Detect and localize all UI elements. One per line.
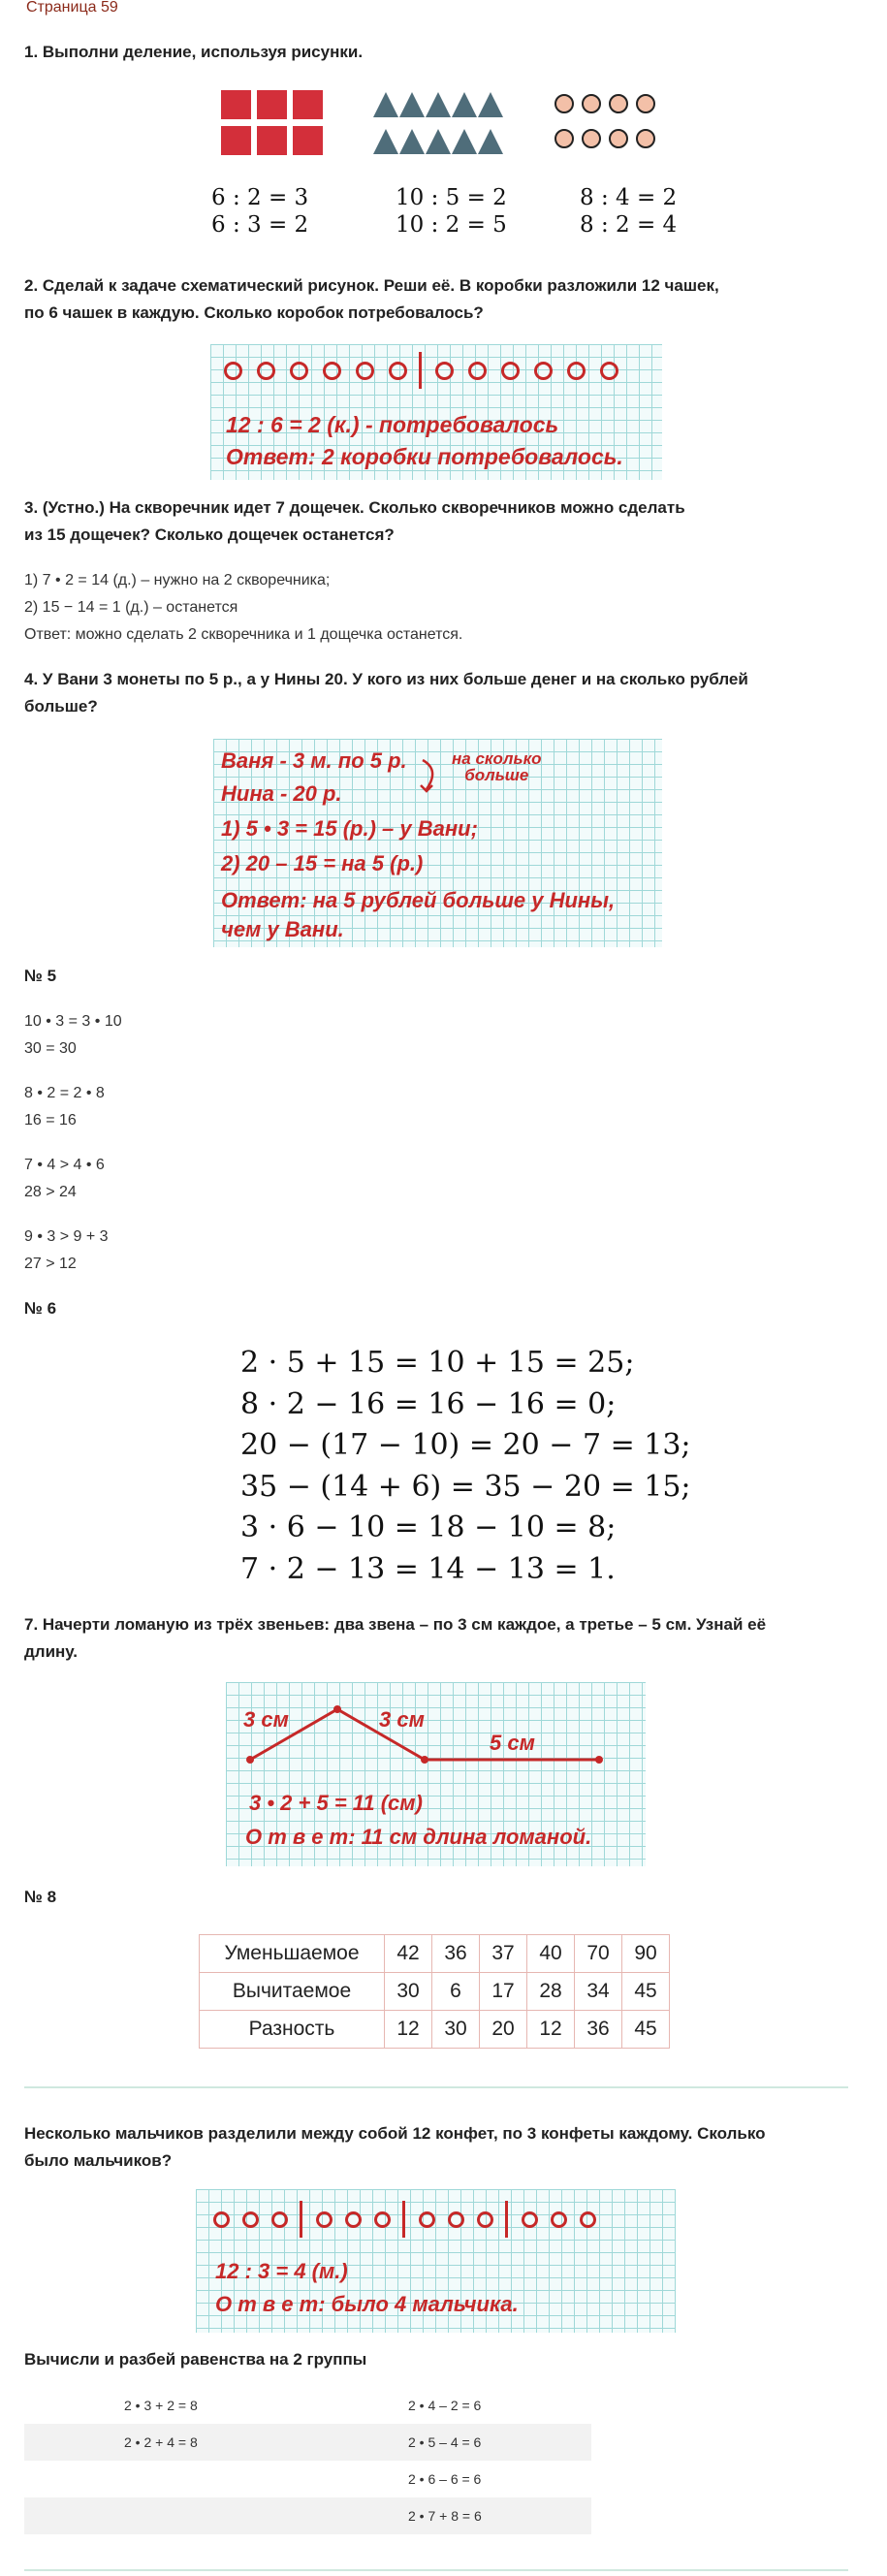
task5-item3-result: 28 > 24 (24, 1184, 77, 1200)
task4-step1: 1) 5 • 3 = 15 (р.) – у Вани; (221, 816, 478, 841)
task6-line: 8 · 2 − 16 = 16 − 16 = 0; (240, 1386, 617, 1421)
task3-line1: 1) 7 • 2 = 14 (д.) – нужно на 2 скворечника; (24, 572, 331, 588)
task5-item1-result: 30 = 30 (24, 1040, 77, 1057)
task5-item1-expr: 10 • 3 = 3 • 10 (24, 1013, 122, 1030)
task3-line2: 2) 15 − 14 = 1 (д.) – останется (24, 599, 238, 616)
task2-solution: 12 : 6 = 2 (к.) - потребовалось (226, 412, 559, 437)
divider (24, 2569, 848, 2571)
page-title: Страница 59 (26, 0, 118, 16)
table-cell: 30 (432, 2011, 480, 2049)
table-cell: 45 (622, 2011, 670, 2049)
eq-squares: 6 : 2 = 3 6 : 3 = 2 (211, 185, 309, 238)
task2-answer: Ответ: 2 коробки потребовалось. (226, 444, 623, 469)
task5-item2-expr: 8 • 2 = 2 • 8 (24, 1085, 105, 1101)
task3-text: 3. (Устно.) На скворечник идет 7 дощечек. Сколько скворечников можно сделать из 15 дощечек? Сколько дощечек останется? (24, 498, 685, 544)
table-cell: 70 (575, 1935, 622, 1973)
candies-scheme (213, 2201, 596, 2238)
task6-line: 3 · 6 − 10 = 18 − 10 = 8; (240, 1511, 617, 1544)
list-item (24, 2387, 591, 2424)
task7-answer: О т в е т: 11 см длина ломаной. (245, 1825, 592, 1849)
task6-line: 35 − (14 + 6) = 35 − 20 = 15; (240, 1469, 691, 1504)
eq-circles: 8 : 4 = 2 8 : 2 = 4 (580, 185, 678, 238)
row-label: Уменьшаемое (200, 1935, 385, 1973)
eq-triangles: 10 : 5 = 2 10 : 2 = 5 (396, 185, 507, 238)
task5-item2-result: 16 = 16 (24, 1112, 77, 1129)
table-cell: 12 (385, 2011, 432, 2049)
task7-calc: 3 • 2 + 5 = 11 (см) (249, 1791, 423, 1815)
task9-solution: 12 : 3 = 4 (м.) (215, 2259, 348, 2283)
table-row (200, 2011, 670, 2049)
list-item (24, 2497, 591, 2534)
task6-header: № 6 (24, 1299, 57, 1318)
table-cell: 34 (575, 1973, 622, 2011)
task4-handwriting-panel (213, 739, 662, 947)
table-cell: 36 (575, 2011, 622, 2049)
segment1-label: 3 см (243, 1707, 289, 1732)
task7-text: 7. Начерти ломаную из трёх звеньев: два звена – по 3 см каждое, а третье – 5 см. Узнай её длину. (24, 1615, 767, 1661)
task2-handwriting-panel (210, 344, 662, 480)
task4-answer: Ответ: на 5 рублей больше у Нины, чем у Вани. (221, 888, 616, 941)
table-cell: 37 (480, 1935, 527, 1973)
compare-arrow-icon (417, 756, 444, 797)
list-item (24, 2461, 591, 2497)
list-item (24, 2424, 591, 2461)
task4-vanya: Ваня - 3 м. по 5 р. (221, 748, 407, 773)
right-group-eq: 2 • 6 – 6 = 6 (408, 2471, 482, 2487)
task10-header: Вычисли и разбей равенства на 2 группы (24, 2350, 367, 2369)
right-group-eq: 2 • 4 – 2 = 6 (408, 2398, 482, 2413)
row-label: Разность (200, 2011, 385, 2049)
task4-text: 4. У Вани 3 монеты по 5 р., а у Нины 20. У кого из них больше денег и на сколько рублей больше? (24, 670, 748, 716)
task5-item4-result: 27 > 12 (24, 1256, 77, 1272)
task4-note: на сколько больше (452, 749, 542, 784)
task9-handwriting-panel (196, 2189, 676, 2333)
table-cell: 6 (432, 1973, 480, 2011)
task2-text: 2. Сделай к задаче схематический рисунок. Реши её. В коробки разложили 12 чашек, по 6 чашек в каждую. Сколько коробок потребовалось? (24, 276, 719, 322)
task6-line: 2 · 5 + 15 = 10 + 15 = 25; (240, 1346, 635, 1380)
right-group-eq: 2 • 7 + 8 = 6 (408, 2508, 482, 2524)
task5-header: № 5 (24, 967, 57, 985)
table-cell: 30 (385, 1973, 432, 2011)
task9-answer: О т в е т: было 4 мальчика. (215, 2292, 519, 2316)
task9-text: Несколько мальчиков разделили между собой 12 конфет, по 3 конфеты каждому. Сколько было мальчиков? (24, 2124, 766, 2170)
table-cell: 12 (527, 2011, 575, 2049)
task5-item3-expr: 7 • 4 > 4 • 6 (24, 1157, 105, 1173)
task7-handwriting-panel (226, 1682, 646, 1866)
right-group-eq: 2 • 5 – 4 = 6 (408, 2434, 482, 2450)
cups-scheme (224, 354, 618, 387)
table-cell: 20 (480, 2011, 527, 2049)
task4-nina: Нина - 20 р. (221, 781, 342, 806)
triangles-figure (373, 90, 504, 156)
table-cell: 17 (480, 1973, 527, 2011)
task6-line: 7 · 2 − 13 = 14 − 13 = 1. (240, 1551, 616, 1586)
table-row (200, 1935, 670, 1973)
task6-equations (240, 1343, 691, 1590)
task6-line: 20 − (17 − 10) = 20 − 7 = 13; (240, 1428, 691, 1462)
left-group-eq: 2 • 2 + 4 = 8 (124, 2434, 198, 2450)
table-cell: 36 (432, 1935, 480, 1973)
left-group-eq: 2 • 3 + 2 = 8 (124, 2398, 198, 2413)
task4-step2: 2) 20 – 15 = на 5 (р.) (221, 851, 424, 875)
segment3-label: 5 см (490, 1731, 535, 1755)
row-label: Вычитаемое (200, 1973, 385, 2011)
subtraction-table (199, 1934, 670, 2049)
table-cell: 90 (622, 1935, 670, 1973)
circles-figure (553, 90, 661, 156)
task8-header: № 8 (24, 1888, 57, 1906)
table-cell: 40 (527, 1935, 575, 1973)
table-cell: 45 (622, 1973, 670, 2011)
task3-answer: Ответ: можно сделать 2 скворечника и 1 дощечка останется. (24, 626, 463, 643)
segment2-label: 3 см (379, 1707, 425, 1732)
divider (24, 2086, 848, 2088)
task5-item4-expr: 9 • 3 > 9 + 3 (24, 1228, 109, 1245)
table-row (200, 1973, 670, 2011)
table-cell: 42 (385, 1935, 432, 1973)
squares-figure (221, 90, 323, 155)
table-cell: 28 (527, 1973, 575, 2011)
task1-text: 1. Выполни деление, используя рисунки. (24, 43, 364, 61)
